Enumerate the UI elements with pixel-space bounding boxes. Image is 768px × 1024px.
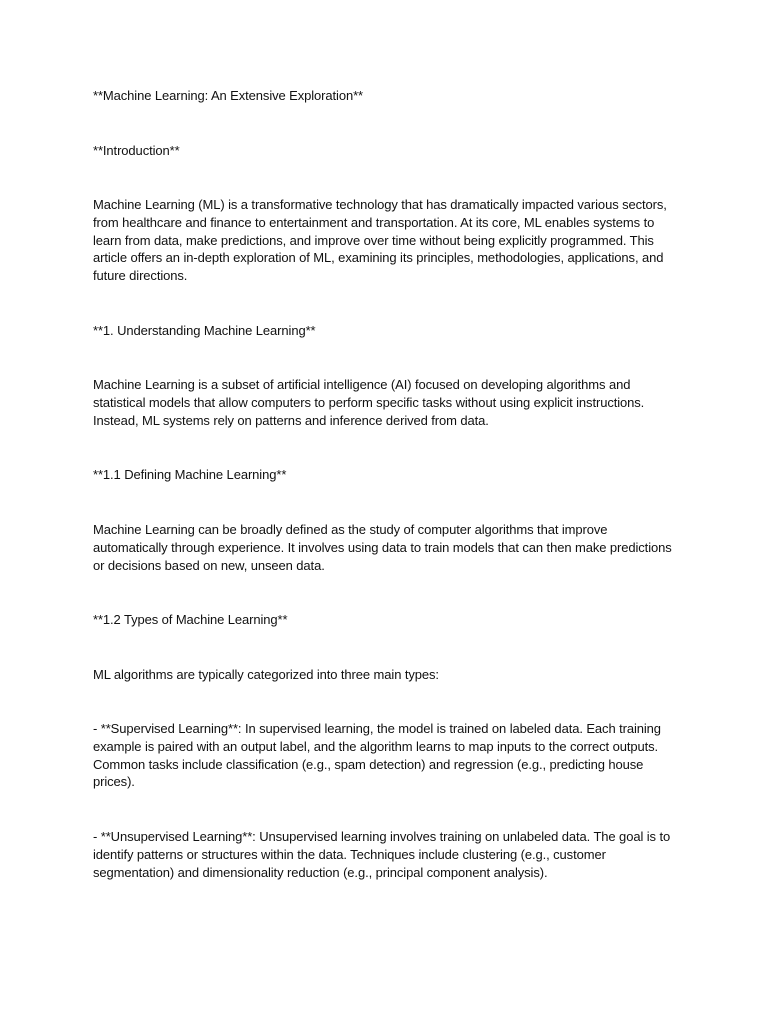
- document-title: **Machine Learning: An Extensive Exploration**: [93, 88, 364, 103]
- section-1-heading: **1. Understanding Machine Learning**: [93, 323, 316, 338]
- bullet-unsupervised-learning: - **Unsupervised Learning**: Unsupervised learning involves training on unlabeled data. The goal is to identify patterns or structures within the data. Techniques include clustering (e.g., customer segmentation) and dimensionality reduction (e.g., principal component analysis).: [93, 829, 671, 880]
- section-1-2-paragraph: ML algorithms are typically categorized into three main types:: [93, 667, 439, 682]
- intro-heading: **Introduction**: [93, 143, 180, 158]
- bullet-supervised-learning: - **Supervised Learning**: In supervised learning, the model is trained on labeled data. Each training example is paired with an output label, and the algorithm learns to map inputs to the correct outputs. Common tasks include classification (e.g., spam detection) and regression (e.g., predicting house prices).: [93, 721, 661, 790]
- section-1-2-heading: **1.2 Types of Machine Learning**: [93, 612, 288, 627]
- intro-paragraph: Machine Learning (ML) is a transformative technology that has dramatically impacted various sectors, from healthcare and finance to entertainment and transportation. At its core, ML enables systems to learn from data, make predictions, and improve over time without being explicitly programmed. This article offers an in-depth exploration of ML, examining its principles, methodologies, applications, and future directions.: [93, 197, 667, 284]
- section-1-1-heading: **1.1 Defining Machine Learning**: [93, 467, 287, 482]
- section-1-1-paragraph: Machine Learning can be broadly defined as the study of computer algorithms that improve automatically through experience. It involves using data to train models that can then make predictions or decisions based on new, unseen data.: [93, 522, 672, 573]
- section-1-paragraph: Machine Learning is a subset of artificial intelligence (AI) focused on developing algorithms and statistical models that allow computers to perform specific tasks without using explicit instructions. Instead, ML systems rely on patterns and inference derived from data.: [93, 377, 645, 428]
